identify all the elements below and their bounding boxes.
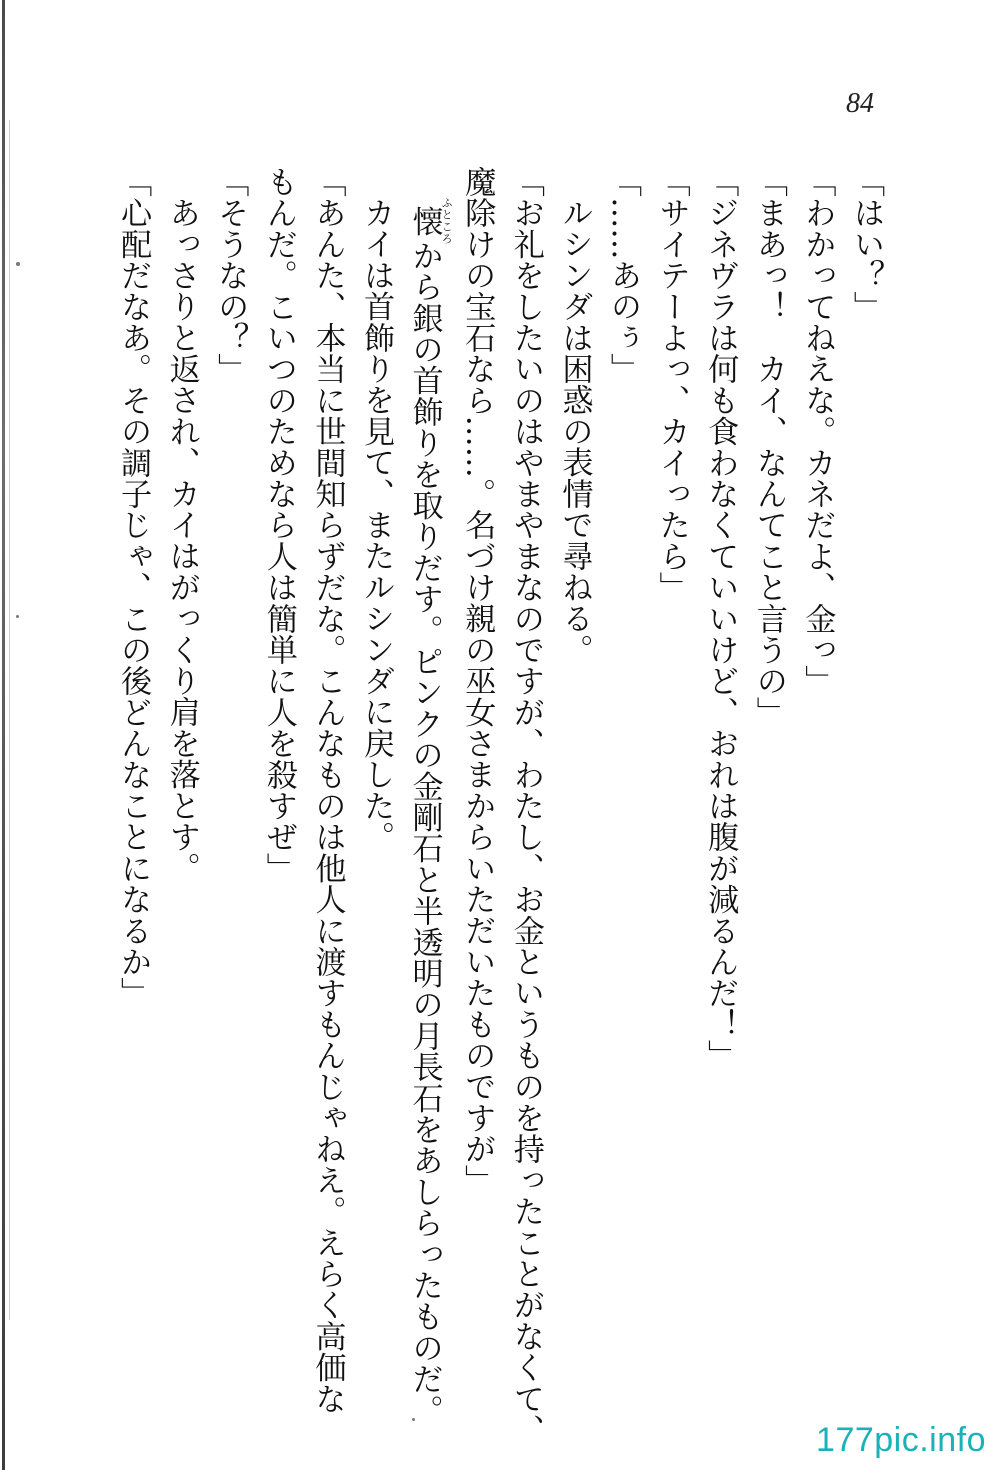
watermark-link[interactable]: 177pic.info [810,1419,992,1462]
scan-speck [16,615,19,618]
text-line: 「……あのぅ」 [605,166,642,385]
text-line: 「ジネヴラは何も食わなくていいけど、おれは腹が減るんだ！」 [702,166,739,1071]
text-line: もんだ。こいつのためなら人は簡単に人を殺すぜ」 [260,166,297,884]
ruby-word [406,197,454,245]
text-line: 「お礼をしたいのはやまやまなのですが、わたし、お金というものを持ったことがなくて、 [507,166,544,1446]
vertical-text-body [109,166,891,1446]
text-line: 「そうなの？」 [212,166,249,385]
text-line: 魔除けの宝石なら……。名づけ親の巫女さまからいただいたものですが」 [459,166,496,1196]
text-line: 「はい？」 [848,166,884,322]
text-line-remainder: から銀の首飾りを取りだす。ピンクの金剛石と半透明の月長石をあしらったものだ。 [406,239,443,1426]
text-line: 「わかってねえな。カネだよ、金っ」 [799,166,836,697]
text-line: ルシンダは困惑の表情で尋ねる。 [556,197,593,665]
text-line: あっさりと返され、カイはがっくり肩を落とす。 [163,197,200,884]
text-line: カイは首飾りを見て、またルシンダに戻した。 [358,197,395,853]
text-line: 「心配だなあ。その調子じゃ、この後どんなことになるか」 [115,166,152,1009]
text-line: 「あんた、本当に世間知らずだな。こんなものは他人に渡すもんじゃねえ。えらく高価な [309,166,346,1414]
text-line-with-ruby [400,166,454,1426]
page-number: 84 [846,88,874,119]
ruby-base: 懐 [406,197,443,245]
scan-speck [16,262,20,266]
text-line: 「まあっ！ カイ、なんてこと言うの」 [750,166,787,728]
page-binding-shadow [9,120,10,1320]
ruby-reading: ふところ [440,197,454,245]
text-line: 「サイテーよっ、カイったら」 [653,166,690,603]
page-binding-edge [2,0,5,1470]
